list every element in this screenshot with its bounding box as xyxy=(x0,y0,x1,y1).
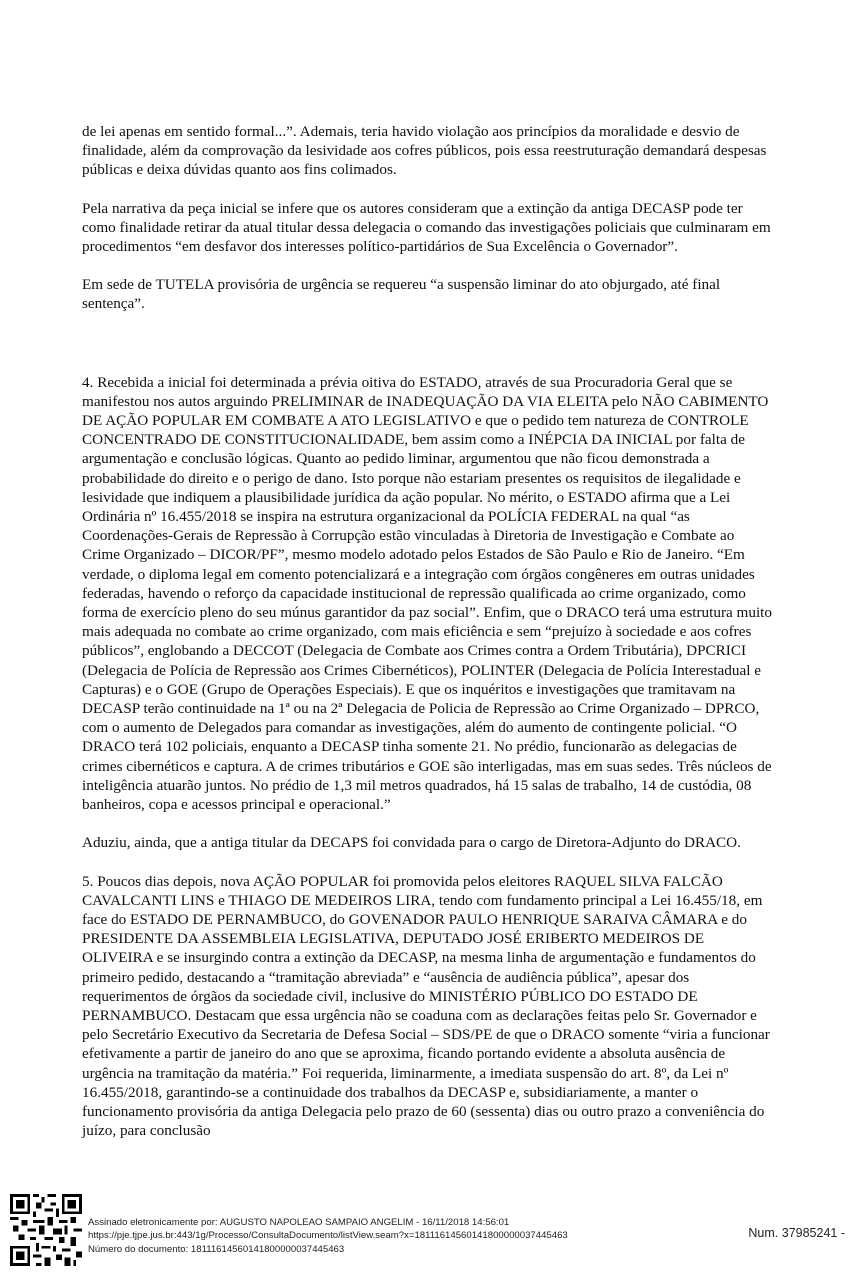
paragraph-formal-law: de lei apenas em sentido formal...”. Ademais, teria havido violação aos princípios da moralidade e desvio de finalidade, além da comprovação da lesividade aos cofres públicos, pois essa reestruturação demandará despesas públicas e deixa dúvidas quanto aos fins colimados. xyxy=(82,123,767,179)
qr-code-icon[interactable] xyxy=(10,1194,82,1266)
paragraph-item-4: 4. Recebida a inicial foi determinada a prévia oitiva do ESTADO, através de sua Procuradoria Geral que se manifestou nos autos arguindo PRELIMINAR de INADEQUAÇÃO DA VIA ELEITA pelo NÃO CABIMENTO DE AÇÃO POPULAR EM COMBATE A ATO LEGISLATIVO e que o pedido tem natureza de CONTROLE CONCENTRADO DE CONSTITUCIONALIDADE, bem assim como a INÉPCIA DA INICIAL por falta de argumentação e conclusão lógicas. Quanto ao pedido liminar, argumentou que não ficou demonstrada a probabilidade do direito e o perigo de dano. Isto porque não estariam presentes os requisitos de ilegalidade e lesividade que indiquem a plausibilidade jurídica da ação popular. No mérito, o ESTADO afirma que a Lei Ordinária nº 16.455/2018 se inspira na estrutura organizacional da POLÍCIA FEDERAL na qual “as Coordenações-Gerais de Repressão à Corrupção estão vinculadas à Diretoria de Investigação e Combate ao Crime Organizado – DICOR/PF”, mesmo modelo adotado pelos Estados de São Paulo e Rio de Janeiro. “Em verdade, o diploma legal em comento potencializará e a integração com órgãos congêneres em outras unidades federadas, havendo o reforço da capacidade institucional de repressão qualificada ao crime organizado, como forma de exercício pleno do seu múnus garantidor da paz social”. Enfim, que o DRACO terá uma estrutura muito mais adequada no combate ao crime organizado, com mais eficiência e sem “prejuízo à sociedade e aos cofres públicos”, englobando a DECCOT (Delegacia de Combate aos Crimes contra a Ordem Tributária), DPCRICI (Delegacia de Polícia de Repressão aos Crimes Cibernéticos), POLINTER (Delegacia de Polícia Interestadual e Capturas) e o GOE (Grupo de Operações Especiais). E que os inquéritos e investigações que tramitavam na DECASP terão continuidade na 1ª ou na 2ª Delegacia de Policia de Repressão ao Crime Organizado – DPRCO, com o aumento de Delegados para comandar as investigações, além do aumento de contingente policial. “O DRACO terá 102 policiais, enquanto a DECASP tinha somente 21. No prédio, funcionarão as delegacias de crimes cibernéticos e captura. A de crimes tributários e GOE são interligadas, mas em suas sedes. Três núcleos de inteligência atuarão juntos. No prédio de 1,3 mil metros quadrados, há 15 salas de trabalho, 14 de custódia, 08 banheiros, copa e acessos principal e operacional.” xyxy=(82,373,772,814)
paragraph-tutela: Em sede de TUTELA provisória de urgência se requereu “a suspensão liminar do ato objurgado, até final sentença”. xyxy=(82,276,721,313)
signature-info xyxy=(88,1216,568,1256)
signature-footer xyxy=(0,1192,851,1280)
page-num-label: Num. 37985241 - xyxy=(748,1226,845,1240)
document-number-text: Número do documento: 18111614560141800000037445463 xyxy=(88,1243,345,1255)
paragraph-aduziu: Aduziu, ainda, que a antiga titular da DECAPS foi convidada para o cargo de Diretora-Adjunto do DRACO. xyxy=(82,834,741,852)
document-url-link[interactable]: https://pje.tjpe.jus.br:443/1g/Processo/ConsultaDocumento/listView.seam?x=18111614560141800000037445463 xyxy=(88,1230,568,1242)
paragraph-item-5: 5. Poucos dias depois, nova AÇÃO POPULAR foi promovida pelos eleitores RAQUEL SILVA FALCÃO CAVALCANTI LINS e THIAGO DE MEDEIROS LIRA, tendo com fundamento principal a Lei 16.455/18, em face do ESTADO DE PERNAMBUCO, do GOVENADOR PAULO HENRIQUE SARAIVA CÂMARA e do PRESIDENTE DA ASSEMBLEIA LEGISLATIVA, DEPUTADO JOSÉ ERIBERTO MEDEIROS DE OLIVEIRA e se insurgindo contra a extinção da DECASP, na mesma linha de argumentação e fundamentos do primeiro pedido, destacando a “tramitação abreviada” e “ausência de audiência pública”, apesar dos requerimentos de órgãos da sociedade civil, inclusive do MINISTÉRIO PÚBLICO DO ESTADO DE PERNAMBUCO. Destacam que essa urgência não se coaduna com as declarações feitas pelo Sr. Governador e pelo Secretário Executivo da Secretaria de Defesa Social – SDS/PE de que o DRACO somente “viria a funcionar efetivamente a partir de janeiro do ano que se aproxima, ficando portando evidente a absoluta ausência de urgência na tramitação da matéria.” Foi requerida, liminarmente, a imediata suspensão do art. 8º, da Lei nº 16.455/2018, garantindo-se a continuidade dos trabalhos da DECASP e, subsidiariamente, a manter o funcionamento provisória da antiga Delegacia pelo prazo de 60 (sessenta) dias ou outro prazo a conveniência do juízo, para conclusão xyxy=(82,872,770,1140)
signed-by-text: Assinado eletronicamente por: AUGUSTO NAPOLEAO SAMPAIO ANGELIM - 16/11/2018 14:56:01 xyxy=(88,1217,510,1228)
paragraph-narrative: Pela narrativa da peça inicial se infere que os autores consideram que a extinção da antiga DECASP pode ter como finalidade retirar da atual titular dessa delegacia o comando das investigações policiais que culminaram em procedimentos “em desfavor dos interesses político-partidários de Sua Excelência o Governador”. xyxy=(82,199,771,256)
document-body xyxy=(82,122,772,1140)
